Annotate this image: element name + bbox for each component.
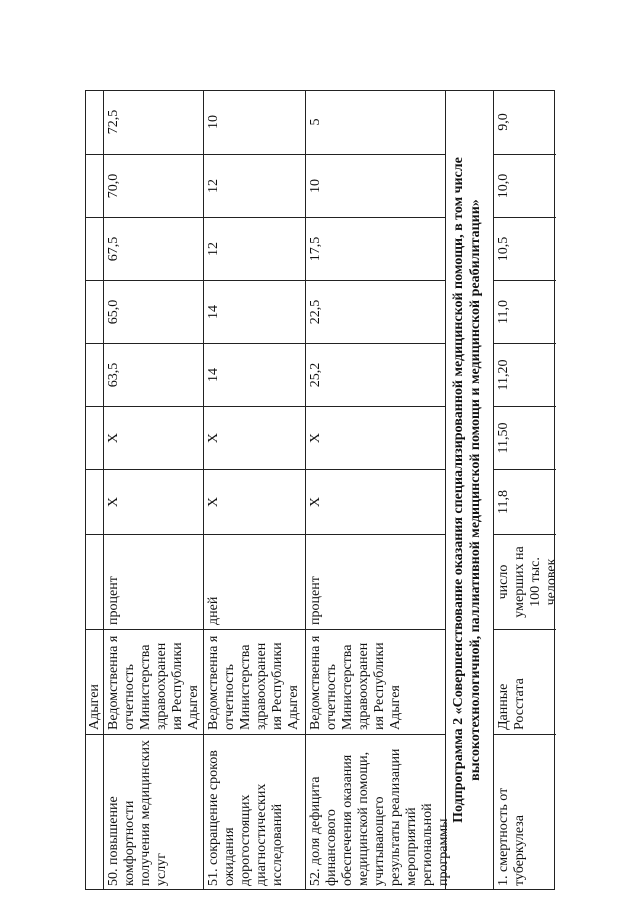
value-cell: X: [104, 407, 204, 470]
indicator-name: 52. доля дефицита финансового обеспечения оказания медицинской помощи, учитывающего результаты реализации мероприятий региональной программы: [308, 748, 451, 886]
value-cell: X: [204, 407, 306, 470]
value-cell: 65,0: [104, 281, 204, 344]
table-row: [85, 90, 103, 890]
value-cell: 14: [204, 281, 306, 344]
value-cell: X: [104, 470, 204, 535]
indicator-name: 50. повышение комфортности получения медицинских услуг: [106, 740, 169, 886]
value-cell: [85, 90, 103, 155]
indicator-name: [85, 735, 103, 890]
value-cell: [85, 344, 103, 407]
rotated-table-page: [85, 90, 559, 890]
source-cell: Ведомственна я отчетность Министерства здравоохранен ия Республики Адыгея: [104, 630, 204, 735]
value-cell: 22,5: [306, 281, 446, 344]
value-cell: 14: [204, 344, 306, 407]
value-cell: 9,0: [494, 90, 556, 155]
table-row: [203, 90, 306, 890]
value-cell: X: [204, 470, 306, 535]
value-cell: [85, 155, 103, 218]
table-row: [305, 90, 451, 890]
value-cell: 11,0: [494, 281, 556, 344]
source-cell: Адыгеи: [85, 630, 103, 735]
indicators-table: [85, 90, 559, 890]
indicator-name: 51. сокращение сроков ожидания дорогостоящих диагностических исследований: [206, 750, 285, 886]
table-row: [103, 90, 204, 890]
value-cell: [85, 281, 103, 344]
value-cell: X: [306, 470, 446, 535]
value-cell: [85, 470, 103, 535]
source-cell: Ведомственна я отчетность Министерства здравоохранен ия Республики Адыгея: [204, 630, 306, 735]
value-cell: 11,8: [494, 470, 556, 535]
indicator-name: 1. смертность от туберкулеза: [496, 787, 527, 886]
unit-cell: процент: [306, 535, 446, 630]
value-cell: 12: [204, 155, 306, 218]
value-cell: 63,5: [104, 344, 204, 407]
value-cell: 11,50: [494, 407, 556, 470]
value-cell: [85, 218, 103, 281]
table-row: [493, 90, 559, 890]
value-cell: 67,5: [104, 218, 204, 281]
value-cell: 12: [204, 218, 306, 281]
value-cell: X: [306, 407, 446, 470]
value-cell: 5: [306, 90, 446, 155]
value-cell: 72,5: [104, 90, 204, 155]
subprogram-heading: Подпрограмма 2 «Совершенствование оказания специализированной медицинской помощи, в том числе высокотехнологичной, паллиативной медицинской помощи и медицинской реабилитации»: [445, 90, 493, 890]
unit-cell: дней: [204, 535, 306, 630]
value-cell: 11,20: [494, 344, 556, 407]
value-cell: 10,5: [494, 218, 556, 281]
source-cell: Данные Росстата: [494, 630, 556, 735]
unit-cell: процент: [104, 535, 204, 630]
value-cell: 10,0: [494, 155, 556, 218]
unit-cell: [85, 535, 103, 630]
value-cell: 25,2: [306, 344, 446, 407]
value-cell: 10: [204, 90, 306, 155]
value-cell: 17,5: [306, 218, 446, 281]
value-cell: [85, 407, 103, 470]
value-cell: 10: [306, 155, 446, 218]
source-cell: Ведомственна я отчетность Министерства здравоохранен ия Республики Адыгея: [306, 630, 446, 735]
value-cell: 70,0: [104, 155, 204, 218]
unit-cell: число умерших на 100 тыс. человек: [494, 535, 556, 630]
